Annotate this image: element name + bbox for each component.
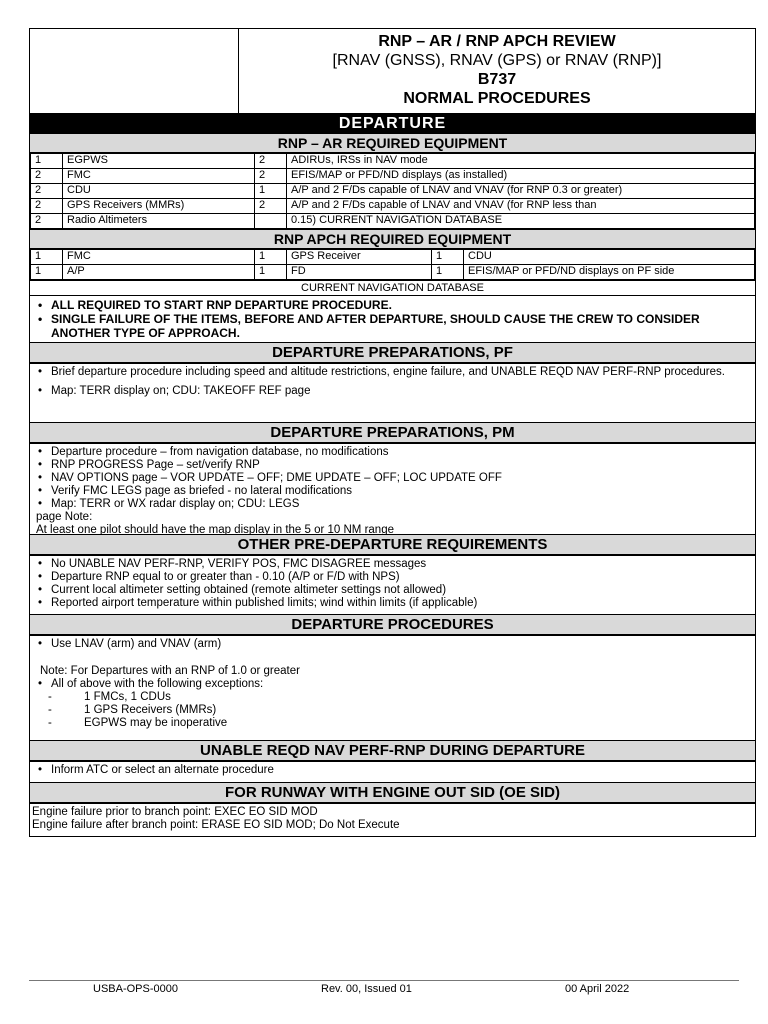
prep-pf-list xyxy=(30,363,755,422)
equipment-cell: FD xyxy=(287,265,432,280)
table-row xyxy=(31,250,755,265)
qty-cell: 2 xyxy=(31,214,63,229)
oe-sid-heading: FOR RUNWAY WITH ENGINE OUT SID (OE SID) xyxy=(30,782,755,803)
page-footer xyxy=(29,980,739,995)
list-item: • Use LNAV (arm) and VNAV (arm) xyxy=(36,638,747,651)
header-titles xyxy=(239,29,755,113)
dep-proc-list xyxy=(30,635,755,740)
table-row xyxy=(31,214,755,229)
header-title: RNP – AR / RNP APCH REVIEW xyxy=(378,33,616,50)
oe-sid-line-2: Engine failure after branch point: ERASE EO SID MOD; Do Not Execute xyxy=(32,819,400,831)
qty-cell: 2 xyxy=(31,184,63,199)
prep-pf-heading: DEPARTURE PREPARATIONS, PF xyxy=(30,342,755,363)
equipment-cell: 0.15) CURRENT NAVIGATION DATABASE xyxy=(287,214,755,229)
list-item: • Departure procedure – from navigation database, no modifications xyxy=(36,446,747,459)
equipment-cell: EGPWS xyxy=(63,154,255,169)
header-section: NORMAL PROCEDURES xyxy=(403,90,591,107)
equipment-cell: A/P xyxy=(63,265,255,280)
prep-pm-heading: DEPARTURE PREPARATIONS, PM xyxy=(30,422,755,443)
document-header xyxy=(30,29,755,114)
table-row xyxy=(31,169,755,184)
equipment-cell: ADIRUs, IRSs in NAV mode xyxy=(287,154,755,169)
prep-pm-note-label: page Note: xyxy=(36,511,93,523)
qty-cell: 1 xyxy=(432,265,464,280)
exception-item: - EGPWS may be inoperative xyxy=(36,717,747,730)
header-subtitle: [RNAV (GNSS), RNAV (GPS) or RNAV (RNP)] xyxy=(332,52,662,69)
qty-cell: 1 xyxy=(432,250,464,265)
rnp-ar-table xyxy=(30,153,755,229)
table-row xyxy=(31,154,755,169)
qty-cell: 2 xyxy=(255,169,287,184)
equipment-cell: FMC xyxy=(63,250,255,265)
list-item: • Verify FMC LEGS page as briefed - no lateral modifications xyxy=(36,485,747,498)
rnp-ar-heading: RNP – AR REQUIRED EQUIPMENT xyxy=(30,133,755,153)
qty-cell xyxy=(255,214,287,229)
list-item: • All of above with the following exceptions: xyxy=(36,678,747,691)
exception-item: - 1 GPS Receivers (MMRs) xyxy=(36,704,747,717)
qty-cell: 2 xyxy=(31,199,63,214)
equipment-cell: EFIS/MAP or PFD/ND displays on PF side xyxy=(464,265,755,280)
other-pre-heading: OTHER PRE-DEPARTURE REQUIREMENTS xyxy=(30,534,755,555)
navigation-database-line: CURRENT NAVIGATION DATABASE xyxy=(30,280,755,295)
other-pre-list xyxy=(30,555,755,614)
table-row xyxy=(31,184,755,199)
list-item: • No UNABLE NAV PERF-RNP, VERIFY POS, FMC DISAGREE messages xyxy=(36,558,747,571)
table-row xyxy=(31,199,755,214)
prep-pm-list xyxy=(30,443,755,534)
dep-proc-note: Note: For Departures with an RNP of 1.0 or greater xyxy=(40,665,300,677)
equipment-cell: FMC xyxy=(63,169,255,184)
prep-pm-note: At least one pilot should have the map display in the 5 or 10 NM range xyxy=(36,524,394,534)
rnp-apch-heading: RNP APCH REQUIRED EQUIPMENT xyxy=(30,229,755,249)
list-item: • Map: TERR display on; CDU: TAKEOFF REF page xyxy=(36,385,747,398)
equipment-cell: A/P and 2 F/Ds capable of LNAV and VNAV (for RNP 0.3 or greater) xyxy=(287,184,755,199)
qty-cell: 1 xyxy=(31,154,63,169)
oe-sid-line-1: Engine failure prior to branch point: EXEC EO SID MOD xyxy=(32,806,318,818)
equipment-cell: A/P and 2 F/Ds capable of LNAV and VNAV (for RNP less than xyxy=(287,199,755,214)
qty-cell: 1 xyxy=(255,184,287,199)
exception-item: - 1 FMCs, 1 CDUs xyxy=(36,691,747,704)
list-item: • Brief departure procedure including speed and altitude restrictions, engine failure, and UNABLE REQD NAV PERF-RNP procedures. xyxy=(36,366,747,379)
qty-cell: 1 xyxy=(31,265,63,280)
unable-heading: UNABLE REQD NAV PERF-RNP DURING DEPARTURE xyxy=(30,740,755,761)
qty-cell: 2 xyxy=(31,169,63,184)
list-item: • SINGLE FAILURE OF THE ITEMS, BEFORE AND AFTER DEPARTURE, SHOULD CAUSE THE CREW TO CONSIDER ANOTHER TYPE OF APPROACH. xyxy=(36,312,747,340)
equipment-cell: CDU xyxy=(464,250,755,265)
equipment-cell: EFIS/MAP or PFD/ND displays (as installed) xyxy=(287,169,755,184)
list-item: • Current local altimeter setting obtained (remote altimeter settings not allowed) xyxy=(36,584,747,597)
qty-cell: 1 xyxy=(31,250,63,265)
header-aircraft: B737 xyxy=(477,71,517,88)
qty-cell: 1 xyxy=(255,250,287,265)
footer-revision: Rev. 00, Issued 01 xyxy=(321,983,412,995)
equipment-cell: Radio Altimeters xyxy=(63,214,255,229)
qty-cell: 2 xyxy=(255,199,287,214)
oe-sid-list xyxy=(30,803,755,836)
dep-proc-heading: DEPARTURE PROCEDURES xyxy=(30,614,755,635)
qty-cell: 2 xyxy=(255,154,287,169)
qty-cell: 1 xyxy=(255,265,287,280)
footer-date: 00 April 2022 xyxy=(565,983,630,995)
table-row xyxy=(31,265,755,280)
equipment-cell: CDU xyxy=(63,184,255,199)
footer-doc-number: USBA-OPS-0000 xyxy=(93,983,178,995)
list-item: • NAV OPTIONS page – VOR UPDATE – OFF; DME UPDATE – OFF; LOC UPDATE OFF xyxy=(36,472,747,485)
list-item: • Reported airport temperature within published limits; wind within limits (if applicable) xyxy=(36,597,747,610)
required-notes xyxy=(30,295,755,342)
logo-area xyxy=(30,29,239,113)
list-item: • Departure RNP equal to or greater than - 0.10 (A/P or F/D with NPS) xyxy=(36,571,747,584)
equipment-cell: GPS Receivers (MMRs) xyxy=(63,199,255,214)
list-item: • ALL REQUIRED TO START RNP DEPARTURE PROCEDURE. xyxy=(36,298,747,312)
list-item: • RNP PROGRESS Page – set/verify RNP xyxy=(36,459,747,472)
rnp-apch-table xyxy=(30,249,755,280)
equipment-cell: GPS Receiver xyxy=(287,250,432,265)
list-item: • Inform ATC or select an alternate procedure xyxy=(36,764,747,777)
departure-bar: DEPARTURE xyxy=(30,114,755,133)
unable-list xyxy=(30,761,755,782)
list-item: • Map: TERR or WX radar display on; CDU: LEGS xyxy=(36,498,747,511)
procedure-document xyxy=(29,28,756,837)
